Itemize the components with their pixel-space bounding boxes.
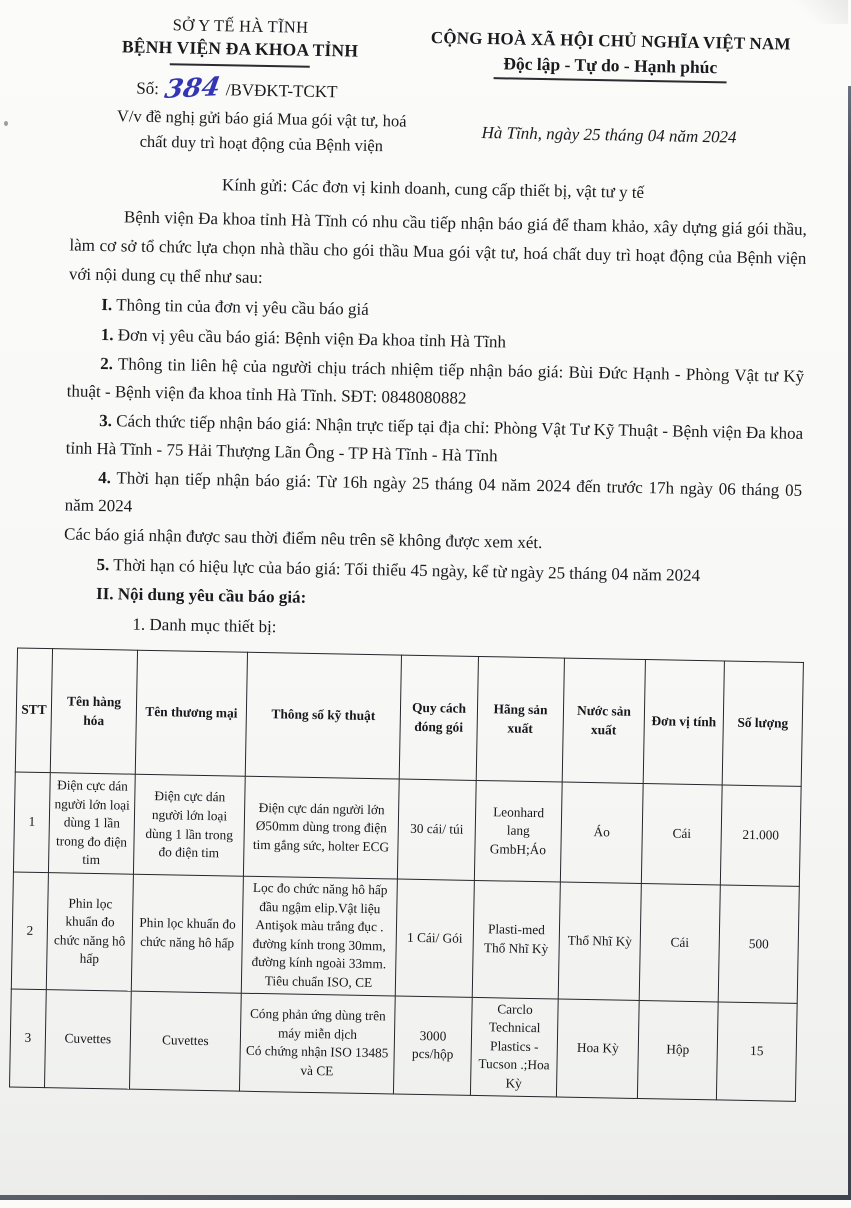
table-cell: Cuvettes — [129, 991, 241, 1091]
table-cell: 2 — [11, 872, 48, 989]
item-1-text: Đơn vị yêu cầu báo giá: Bệnh viện Đa khoa tỉnh Hà Tĩnh — [113, 324, 507, 351]
scan-speck — [4, 121, 8, 126]
table-cell: 3000 pcs/hộp — [393, 996, 472, 1095]
col-header-quy-cach-dong-goi: Quy cách đóng gói — [399, 655, 478, 780]
table-cell: Thổ Nhĩ Kỳ — [558, 882, 641, 1000]
col-header-so-luong: Số lượng — [722, 661, 803, 786]
table-cell: Cóng phản ứng dùng trên máy miễn dịch Có chứng nhận ISO 13485 và CE — [239, 993, 395, 1094]
item-2-number: 2. — [100, 354, 114, 374]
place-date: Hà Tĩnh, ngày 25 tháng 04 năm 2024 — [481, 122, 737, 147]
table-cell: 1 — [13, 772, 50, 873]
equipment-table — [9, 648, 804, 1102]
table-row-3 — [10, 989, 798, 1101]
col-header-don-vi-tinh: Đơn vị tính — [643, 660, 724, 785]
section-1-title: Thông tin của đơn vị yêu cầu báo giá — [112, 295, 369, 319]
reference-number-line — [64, 72, 414, 105]
item-4-text: Thời hạn tiếp nhận báo giá: Từ 16h ngày 25 tháng 04 năm 2024 đến trước 17h ngày 06 tháng 05 năm 2024 — [64, 468, 803, 516]
col-header-ten-hang-hoa: Tên hàng hóa — [50, 649, 137, 775]
intro-paragraph: Bệnh viện Đa khoa tỉnh Hà Tĩnh có nhu cầu tiếp nhận báo giá để tham khảo, xây dựng giá gói thầu, làm cơ sở tổ chức lựa chọn nhà thầu cho gói thầu Mua gói vật tư, hoá chất duy trì hoạt động của Bệnh viện với nội dung cụ thể như sau: — [68, 207, 808, 287]
deadline-note: Các báo giá nhận được sau thời điểm nêu trên sẽ không được xem xét. — [63, 524, 543, 553]
item-3-number: 3. — [99, 410, 113, 431]
item-3-text: Cách thức tiếp nhận báo giá: Nhận trực tiếp tại địa chỉ: Phòng Vật Tư Kỹ Thuật - Bệnh viện Đa khoa tỉnh Hà Tĩnh - 75 Hải Thượng Lãn Ông - TP Hà Tĩnh - Hà Tĩnh — [65, 411, 804, 465]
department-name: SỞ Y TẾ HÀ TĨNH — [172, 15, 309, 37]
col-header-hang-san-xuat: Hãng sản xuất — [476, 656, 564, 782]
document-subject: V/v đề nghị gửi báo giá Mua gói vật tư, hoá chất duy trì hoạt động của Bệnh viện — [116, 106, 407, 156]
ref-label: Số: — [136, 78, 160, 99]
table-header-row — [15, 648, 803, 786]
table-cell: Hộp — [637, 1000, 718, 1099]
table-cell: Hoa Kỳ — [556, 999, 639, 1099]
table-cell: Plasti-med Thổ Nhĩ Kỳ — [472, 880, 560, 998]
table-cell: 30 cái/ túi — [397, 779, 476, 880]
table-cell: Cái — [639, 884, 720, 1002]
hospital-name: BỆNH VIỆN ĐA KHOA TỈNH — [121, 36, 359, 61]
table-cell: 1 Cái/ Gói — [395, 879, 474, 997]
national-title: CỘNG HOÀ XÃ HỘI CHỦ NGHĨA VIỆT NAM — [430, 28, 791, 54]
ref-suffix: /BVĐKT-TCKT — [225, 80, 338, 102]
col-header-ten-thuong-mai: Tên thương mại — [135, 650, 247, 776]
table-cell: Áo — [560, 782, 643, 883]
table-cell: Cuvettes — [45, 989, 132, 1089]
table-cell: 21.000 — [720, 785, 801, 886]
table-row-2 — [11, 872, 799, 1003]
section-1-number: I. — [101, 295, 113, 315]
national-block — [413, 20, 806, 166]
item-1-number: 1. — [100, 324, 114, 344]
scan-corner-smudge — [790, 0, 848, 24]
col-header-thong-so-ky-thuat: Thông số kỹ thuật — [245, 652, 401, 779]
table-cell: 3 — [10, 989, 47, 1088]
issuer-underline — [170, 63, 310, 68]
item-5-number: 5. — [96, 554, 110, 574]
table-cell: Điện cực dán người lớn loại dùng 1 lần trong đo điện tim — [133, 774, 245, 876]
table-cell: Điện cực dán người lớn loại dùng 1 lần trong đo điện tim — [48, 773, 135, 875]
col-header-stt: STT — [15, 648, 52, 773]
scan-edge-line-bottom — [0, 1195, 851, 1200]
section-2-heading: II. Nội dung yêu cầu báo giá: — [95, 583, 307, 607]
table-cell: Lọc đo chức năng hô hấp đầu ngậm elip.Vật liệu Antişok màu trắng đục . đường kính trong 30mm, đường kính ngoài 33mm. Tiêu chuẩn ISO, CE — [241, 876, 397, 995]
table-row-1 — [13, 772, 801, 886]
table-cell: Cái — [641, 784, 722, 885]
table-cell: Phin lọc khuẩn đo chức năng hô hấp — [46, 873, 133, 991]
issuer-block — [63, 13, 415, 158]
salutation: Kính gửi: Các đơn vị kinh doanh, cung cấp thiết bị, vật tư y tế — [221, 175, 645, 202]
col-header-nuoc-san-xuat: Nước sản xuất — [562, 658, 645, 783]
table-cell: Phin lọc khuẩn đo chức năng hô hấp — [131, 874, 243, 993]
table-cell: 500 — [718, 885, 799, 1003]
info-items — [0, 289, 851, 651]
document-header — [8, 0, 851, 167]
table-cell: Leonhard lang GmbH;Áo — [474, 780, 562, 882]
item-5-text: Thời hạn có hiệu lực của báo giá: Tối thiểu 45 ngày, kể từ ngày 25 tháng 04 năm 2024 — [109, 554, 701, 585]
item-4-number: 4. — [98, 467, 112, 488]
table-cell: 15 — [716, 1002, 797, 1101]
equipment-list-label: 1. Danh mục thiết bị: — [132, 614, 277, 636]
handwritten-ref-number: 384 — [162, 72, 223, 105]
national-motto: Độc lập - Tự do - Hạnh phúc — [493, 52, 727, 83]
table-cell: Điện cực dán người lớn Ø50mm dùng trong điện tim gắng sức, holter ECG — [243, 776, 399, 879]
table-cell: Carclo Technical Plastics - Tucson .;Hoa Kỳ — [470, 997, 558, 1097]
item-2-text: Thông tin liên hệ của người chịu trách nhiệm tiếp nhận báo giá: Bùi Đức Hạnh - Phòng Vật tư Kỹ thuật - Bệnh viện đa khoa tỉnh Hà Tĩnh. SĐT: 0848080882 — [66, 354, 805, 408]
